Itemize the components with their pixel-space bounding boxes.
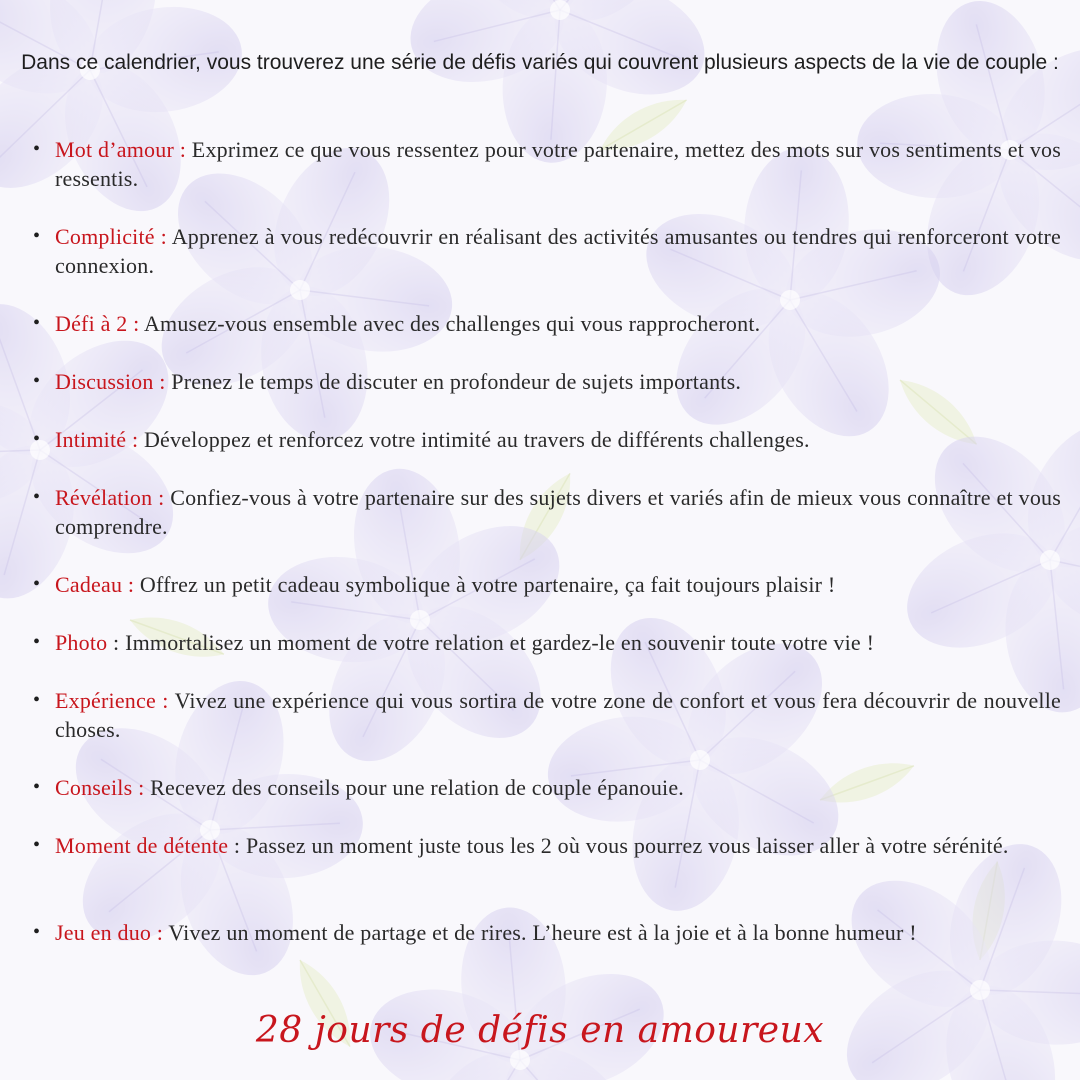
footer-title: 28 jours de défis en amoureux — [255, 1010, 825, 1051]
challenge-item-cadeau — [55, 570, 1061, 599]
challenge-item-conseils — [55, 773, 1061, 802]
challenge-term: Photo — [55, 630, 108, 655]
challenge-description: Prenez le temps de discuter en profondeur de sujets importants. — [165, 369, 742, 394]
challenge-description: Offrez un petit cadeau symbolique à votre partenaire, ça fait toujours plaisir ! — [134, 572, 836, 597]
challenge-item-experience — [55, 686, 1061, 744]
challenge-description: Apprenez à vous redécouvrir en réalisant des activités amusantes ou tendres qui renforceront votre connexion. — [55, 224, 1061, 278]
challenge-item-jeu-en-duo — [55, 918, 1061, 947]
challenge-description: : Immortalisez un moment de votre relation et gardez-le en souvenir toute votre vie ! — [107, 630, 875, 655]
challenge-description: : Passez un moment juste tous les 2 où vous pourrez vous laisser aller à votre sérénité. — [228, 833, 1009, 858]
challenge-term: Moment de détente — [55, 833, 229, 858]
challenge-term: Mot d’amour : — [55, 137, 187, 162]
challenge-term: Discussion : — [55, 369, 166, 394]
challenge-term: Révélation : — [55, 485, 165, 510]
challenge-term: Défi à 2 : — [55, 311, 140, 336]
challenge-description: Recevez des conseils pour une relation de couple épanouie. — [144, 775, 685, 800]
challenge-item-intimite — [55, 425, 1061, 454]
challenge-item-mot-amour — [55, 135, 1061, 193]
challenge-item-discussion — [55, 367, 1061, 396]
challenge-term: Jeu en duo : — [55, 920, 164, 945]
challenge-item-moment-detente — [55, 831, 1061, 860]
intro-paragraph: Dans ce calendrier, vous trouverez une série de défis variés qui couvrent plusieurs aspects de la vie de couple : — [21, 51, 1059, 74]
challenge-description: Confiez-vous à votre partenaire sur des sujets divers et variés afin de mieux vous connaître et vous comprendre. — [55, 485, 1061, 539]
challenge-item-defi-a-2 — [55, 309, 1061, 338]
challenge-term: Complicité : — [55, 224, 167, 249]
challenge-term: Expérience : — [55, 688, 169, 713]
challenge-item-revelation — [55, 483, 1061, 541]
challenge-item-photo — [55, 628, 1061, 657]
challenge-term: Conseils : — [55, 775, 145, 800]
challenge-description: Exprimez ce que vous ressentez pour votre partenaire, mettez des mots sur vos sentiments et vos ressentis. — [55, 137, 1061, 191]
challenge-item-complicite — [55, 222, 1061, 280]
challenge-description: Développez et renforcez votre intimité au travers de différents challenges. — [138, 427, 810, 452]
challenge-term: Intimité : — [55, 427, 139, 452]
challenge-description: Vivez une expérience qui vous sortira de votre zone de confort et vous fera découvrir de nouvelle choses. — [55, 688, 1061, 742]
challenge-term: Cadeau : — [55, 572, 135, 597]
challenge-description: Amusez-vous ensemble avec des challenges qui vous rapprocheront. — [139, 311, 761, 336]
challenge-description: Vivez un moment de partage et de rires. L’heure est à la joie et à la bonne humeur ! — [163, 920, 917, 945]
